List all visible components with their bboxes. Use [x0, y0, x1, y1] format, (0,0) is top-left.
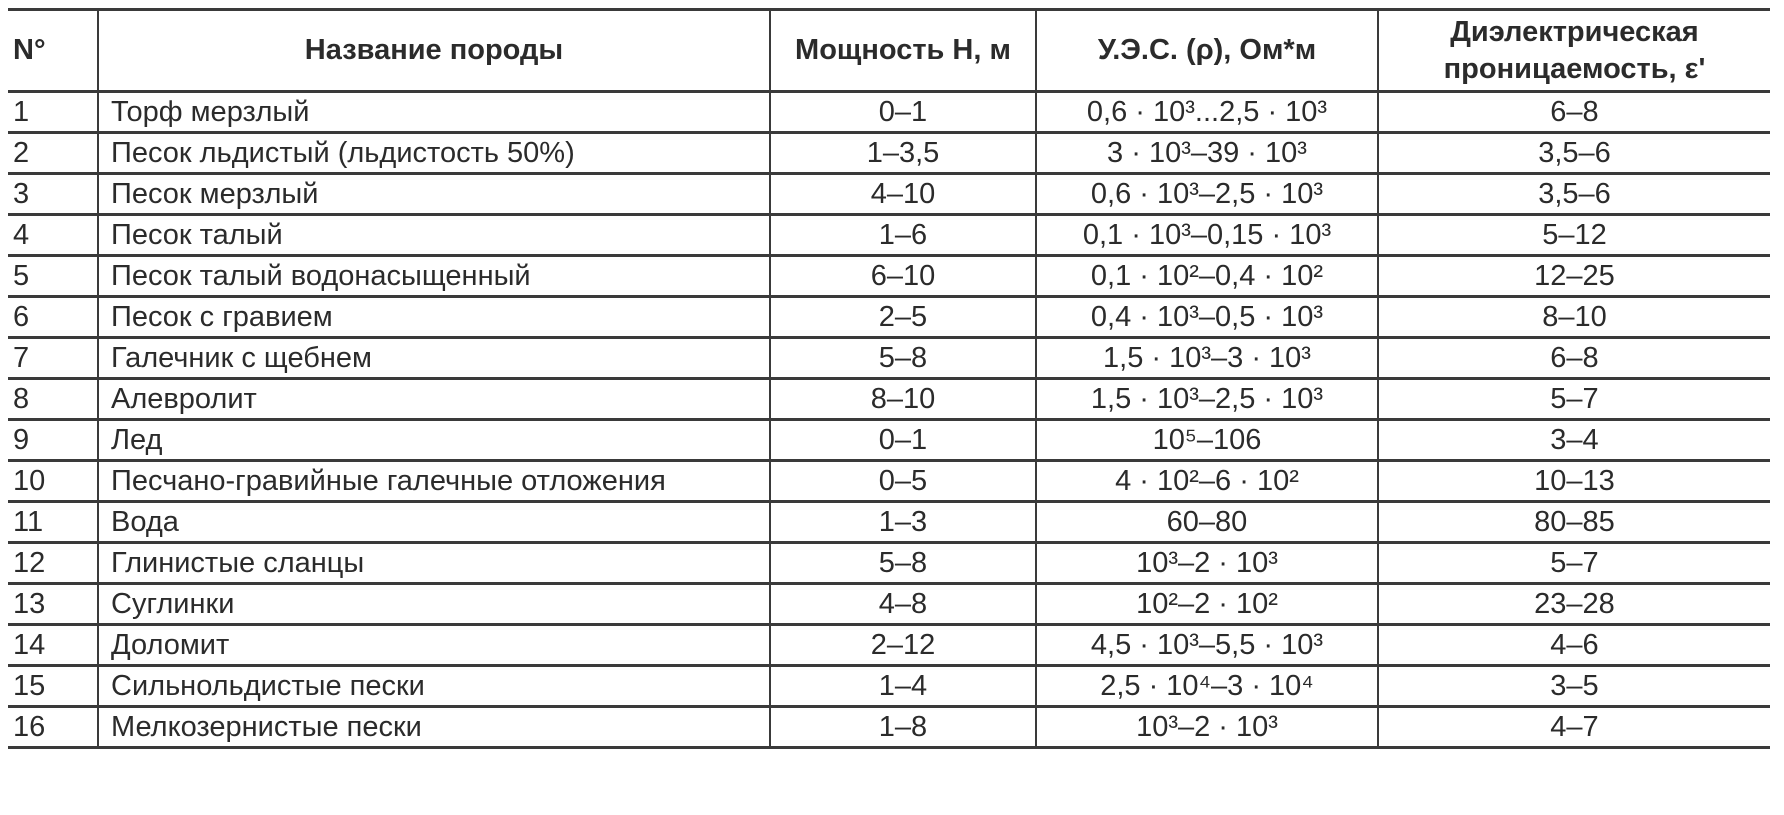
permittivity-value: 80–85	[1378, 502, 1770, 543]
table-row	[8, 133, 1770, 174]
thickness-value: 8–10	[770, 379, 1036, 420]
header-resistivity: У.Э.С. (ρ), Ом*м	[1036, 10, 1378, 92]
permittivity-value: 6–8	[1378, 92, 1770, 133]
resistivity-value: 3 · 10³–39 · 10³	[1036, 133, 1378, 174]
rock-name: Песок талый	[98, 215, 770, 256]
rock-name: Сильнольдистые пески	[98, 666, 770, 707]
permittivity-value: 3–4	[1378, 420, 1770, 461]
resistivity-value: 10³–2 · 10³	[1036, 707, 1378, 748]
permittivity-value: 3–5	[1378, 666, 1770, 707]
row-number: 12	[8, 543, 98, 584]
permittivity-value: 10–13	[1378, 461, 1770, 502]
thickness-value: 5–8	[770, 543, 1036, 584]
resistivity-value: 0,1 · 10³–0,15 · 10³	[1036, 215, 1378, 256]
header-row	[8, 10, 1770, 92]
thickness-value: 6–10	[770, 256, 1036, 297]
rock-name: Вода	[98, 502, 770, 543]
permittivity-value: 3,5–6	[1378, 174, 1770, 215]
rock-name: Доломит	[98, 625, 770, 666]
table-row	[8, 338, 1770, 379]
resistivity-value: 0,4 · 10³–0,5 · 10³	[1036, 297, 1378, 338]
thickness-value: 1–3	[770, 502, 1036, 543]
thickness-value: 4–8	[770, 584, 1036, 625]
rock-name: Песок мерзлый	[98, 174, 770, 215]
row-number: 2	[8, 133, 98, 174]
resistivity-value: 10⁵–106	[1036, 420, 1378, 461]
rock-name: Лед	[98, 420, 770, 461]
thickness-value: 5–8	[770, 338, 1036, 379]
table-row	[8, 215, 1770, 256]
permittivity-value: 5–7	[1378, 379, 1770, 420]
resistivity-value: 10³–2 · 10³	[1036, 543, 1378, 584]
rock-name: Песок талый водонасыщенный	[98, 256, 770, 297]
table-row	[8, 256, 1770, 297]
rock-name: Суглинки	[98, 584, 770, 625]
thickness-value: 1–8	[770, 707, 1036, 748]
rock-name: Песок льдистый (льдистость 50%)	[98, 133, 770, 174]
thickness-value: 1–4	[770, 666, 1036, 707]
table-row	[8, 625, 1770, 666]
permittivity-value: 6–8	[1378, 338, 1770, 379]
resistivity-value: 1,5 · 10³–3 · 10³	[1036, 338, 1378, 379]
resistivity-value: 0,6 · 10³...2,5 · 10³	[1036, 92, 1378, 133]
permittivity-value: 5–7	[1378, 543, 1770, 584]
row-number: 15	[8, 666, 98, 707]
resistivity-value: 0,1 · 10²–0,4 · 10²	[1036, 256, 1378, 297]
permittivity-value: 8–10	[1378, 297, 1770, 338]
thickness-value: 4–10	[770, 174, 1036, 215]
row-number: 6	[8, 297, 98, 338]
header-thickness: Мощность Н, м	[770, 10, 1036, 92]
row-number: 4	[8, 215, 98, 256]
row-number: 5	[8, 256, 98, 297]
rock-name: Песчано-гравийные галечные отложения	[98, 461, 770, 502]
thickness-value: 0–1	[770, 420, 1036, 461]
thickness-value: 0–5	[770, 461, 1036, 502]
row-number: 14	[8, 625, 98, 666]
row-number: 8	[8, 379, 98, 420]
rock-name: Галечник с щебнем	[98, 338, 770, 379]
resistivity-value: 2,5 · 10⁴–3 · 10⁴	[1036, 666, 1378, 707]
row-number: 13	[8, 584, 98, 625]
resistivity-value: 10²–2 · 10²	[1036, 584, 1378, 625]
table-row	[8, 543, 1770, 584]
permittivity-value: 12–25	[1378, 256, 1770, 297]
row-number: 16	[8, 707, 98, 748]
permittivity-value: 4–6	[1378, 625, 1770, 666]
resistivity-value: 60–80	[1036, 502, 1378, 543]
permittivity-value: 3,5–6	[1378, 133, 1770, 174]
rock-properties-table	[8, 8, 1770, 749]
resistivity-value: 1,5 · 10³–2,5 · 10³	[1036, 379, 1378, 420]
thickness-value: 2–5	[770, 297, 1036, 338]
table-row	[8, 297, 1770, 338]
resistivity-value: 4 · 10²–6 · 10²	[1036, 461, 1378, 502]
row-number: 7	[8, 338, 98, 379]
rock-name: Алевролит	[98, 379, 770, 420]
resistivity-value: 0,6 · 10³–2,5 · 10³	[1036, 174, 1378, 215]
resistivity-value: 4,5 · 10³–5,5 · 10³	[1036, 625, 1378, 666]
rock-name: Торф мерзлый	[98, 92, 770, 133]
row-number: 1	[8, 92, 98, 133]
header-rock-name: Название породы	[98, 10, 770, 92]
table-row	[8, 379, 1770, 420]
permittivity-value: 23–28	[1378, 584, 1770, 625]
thickness-value: 2–12	[770, 625, 1036, 666]
row-number: 3	[8, 174, 98, 215]
table-body	[8, 92, 1770, 748]
row-number: 11	[8, 502, 98, 543]
thickness-value: 0–1	[770, 92, 1036, 133]
thickness-value: 1–6	[770, 215, 1036, 256]
rock-name: Глинистые сланцы	[98, 543, 770, 584]
thickness-value: 1–3,5	[770, 133, 1036, 174]
table-header	[8, 10, 1770, 92]
row-number: 9	[8, 420, 98, 461]
rock-name: Песок с гравием	[98, 297, 770, 338]
table-row	[8, 174, 1770, 215]
permittivity-value: 4–7	[1378, 707, 1770, 748]
table-row	[8, 461, 1770, 502]
permittivity-value: 5–12	[1378, 215, 1770, 256]
rock-name: Мелкозернистые пески	[98, 707, 770, 748]
table-row	[8, 707, 1770, 748]
table-row	[8, 502, 1770, 543]
table-row	[8, 584, 1770, 625]
table-row	[8, 92, 1770, 133]
table-row	[8, 420, 1770, 461]
header-number: N°	[8, 10, 98, 92]
header-permittivity: Диэлектрическая проницаемость, ε'	[1378, 10, 1770, 92]
table-row	[8, 666, 1770, 707]
row-number: 10	[8, 461, 98, 502]
